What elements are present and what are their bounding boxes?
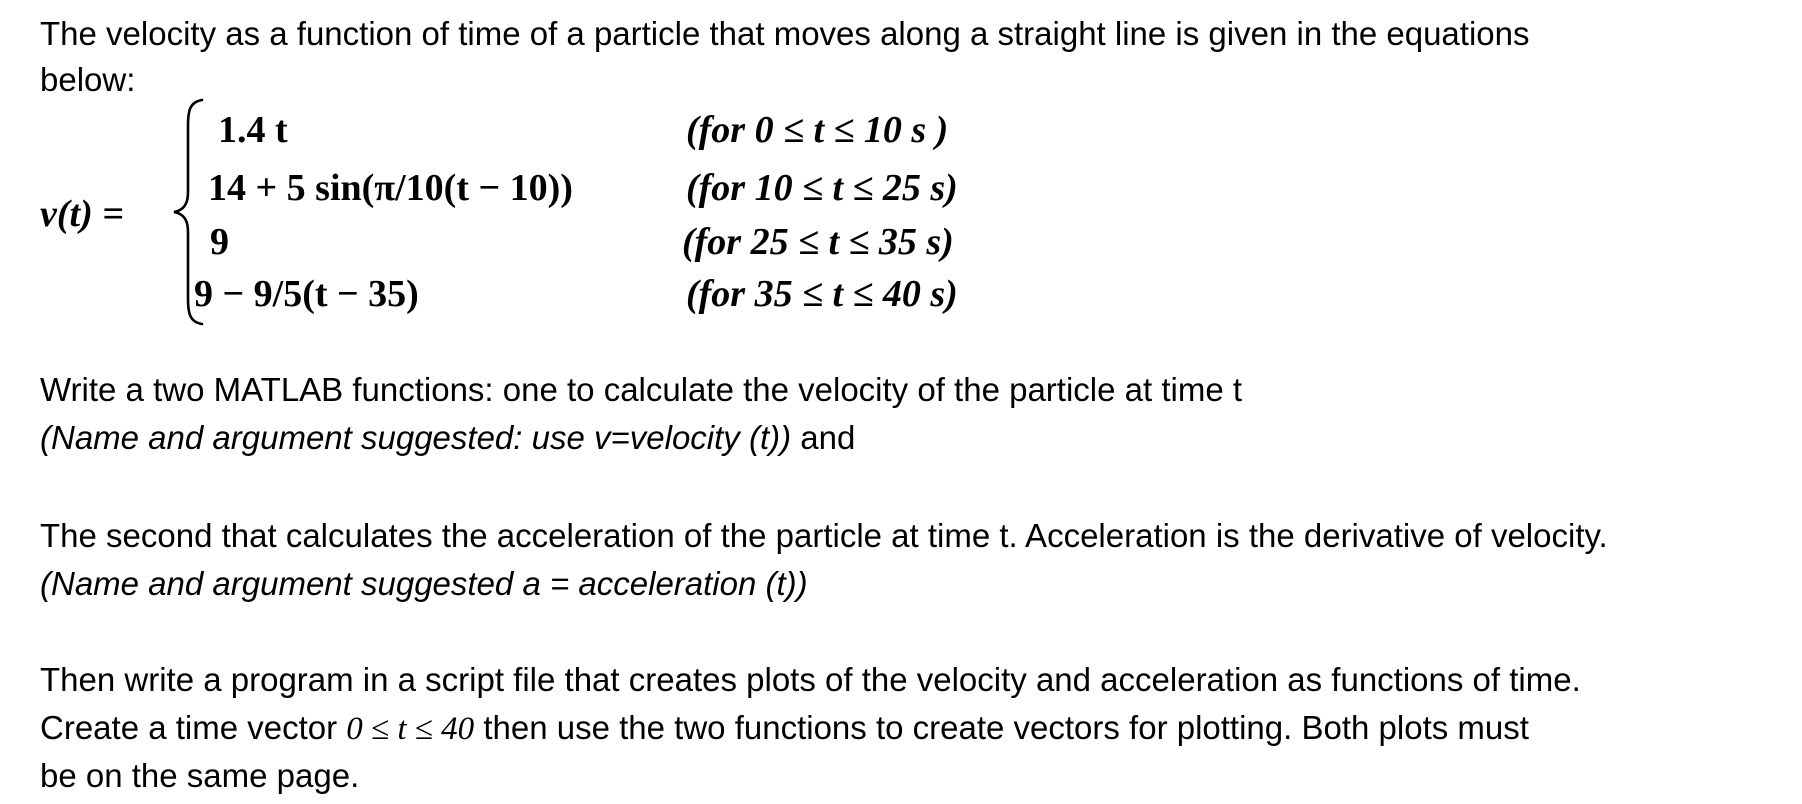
- case-2-condition: (for 10 ≤ t ≤ 25 s): [686, 167, 958, 209]
- task-1-line-2-tail: and: [791, 419, 856, 456]
- task-1-line-2: [40, 414, 855, 462]
- case-3-condition: (for 25 ≤ t ≤ 35 s): [682, 221, 954, 263]
- case-2-expression: 14 + 5 sin(π/10(t − 10)): [208, 167, 573, 209]
- case-1-condition: (for 0 ≤ t ≤ 10 s ): [686, 109, 949, 151]
- case-3-expression: 9: [210, 221, 229, 263]
- intro-line-2: below:: [40, 61, 136, 98]
- task-3-line-2-pre: Create a time vector: [40, 709, 347, 746]
- velocity-function-suggestion: (Name and argument suggested: use v=velocity (t)): [40, 419, 792, 456]
- intro-line-1: The velocity as a function of time of a particle that moves along a straight line is given in the equations: [40, 15, 1530, 52]
- case-4-condition: (for 35 ≤ t ≤ 40 s): [686, 273, 958, 315]
- task-2-line-1: The second that calculates the acceleration of the particle at time t. Acceleration is the derivative of velocity.: [40, 517, 1608, 554]
- task-3-line-3: be on the same page.: [40, 757, 360, 794]
- time-range-math: 0 ≤ t ≤ 40: [346, 711, 475, 747]
- task-1-line-1: Write a two MATLAB functions: one to calculate the velocity of the particle at time t: [40, 371, 1243, 408]
- task-3-line-2: [40, 704, 1529, 753]
- task-3-line-2-post: then use the two functions to create vectors for plotting. Both plots must: [474, 709, 1529, 746]
- case-4-expression: 9 − 9/5(t − 35): [194, 273, 419, 315]
- task-3-line-1: Then write a program in a script file that creates plots of the velocity and acceleration as functions of time.: [40, 661, 1581, 698]
- acceleration-function-suggestion: (Name and argument suggested a = acceleration (t)): [40, 565, 808, 602]
- equation-lhs: v(t) =: [40, 193, 124, 235]
- case-1-expression: 1.4 t: [218, 109, 288, 151]
